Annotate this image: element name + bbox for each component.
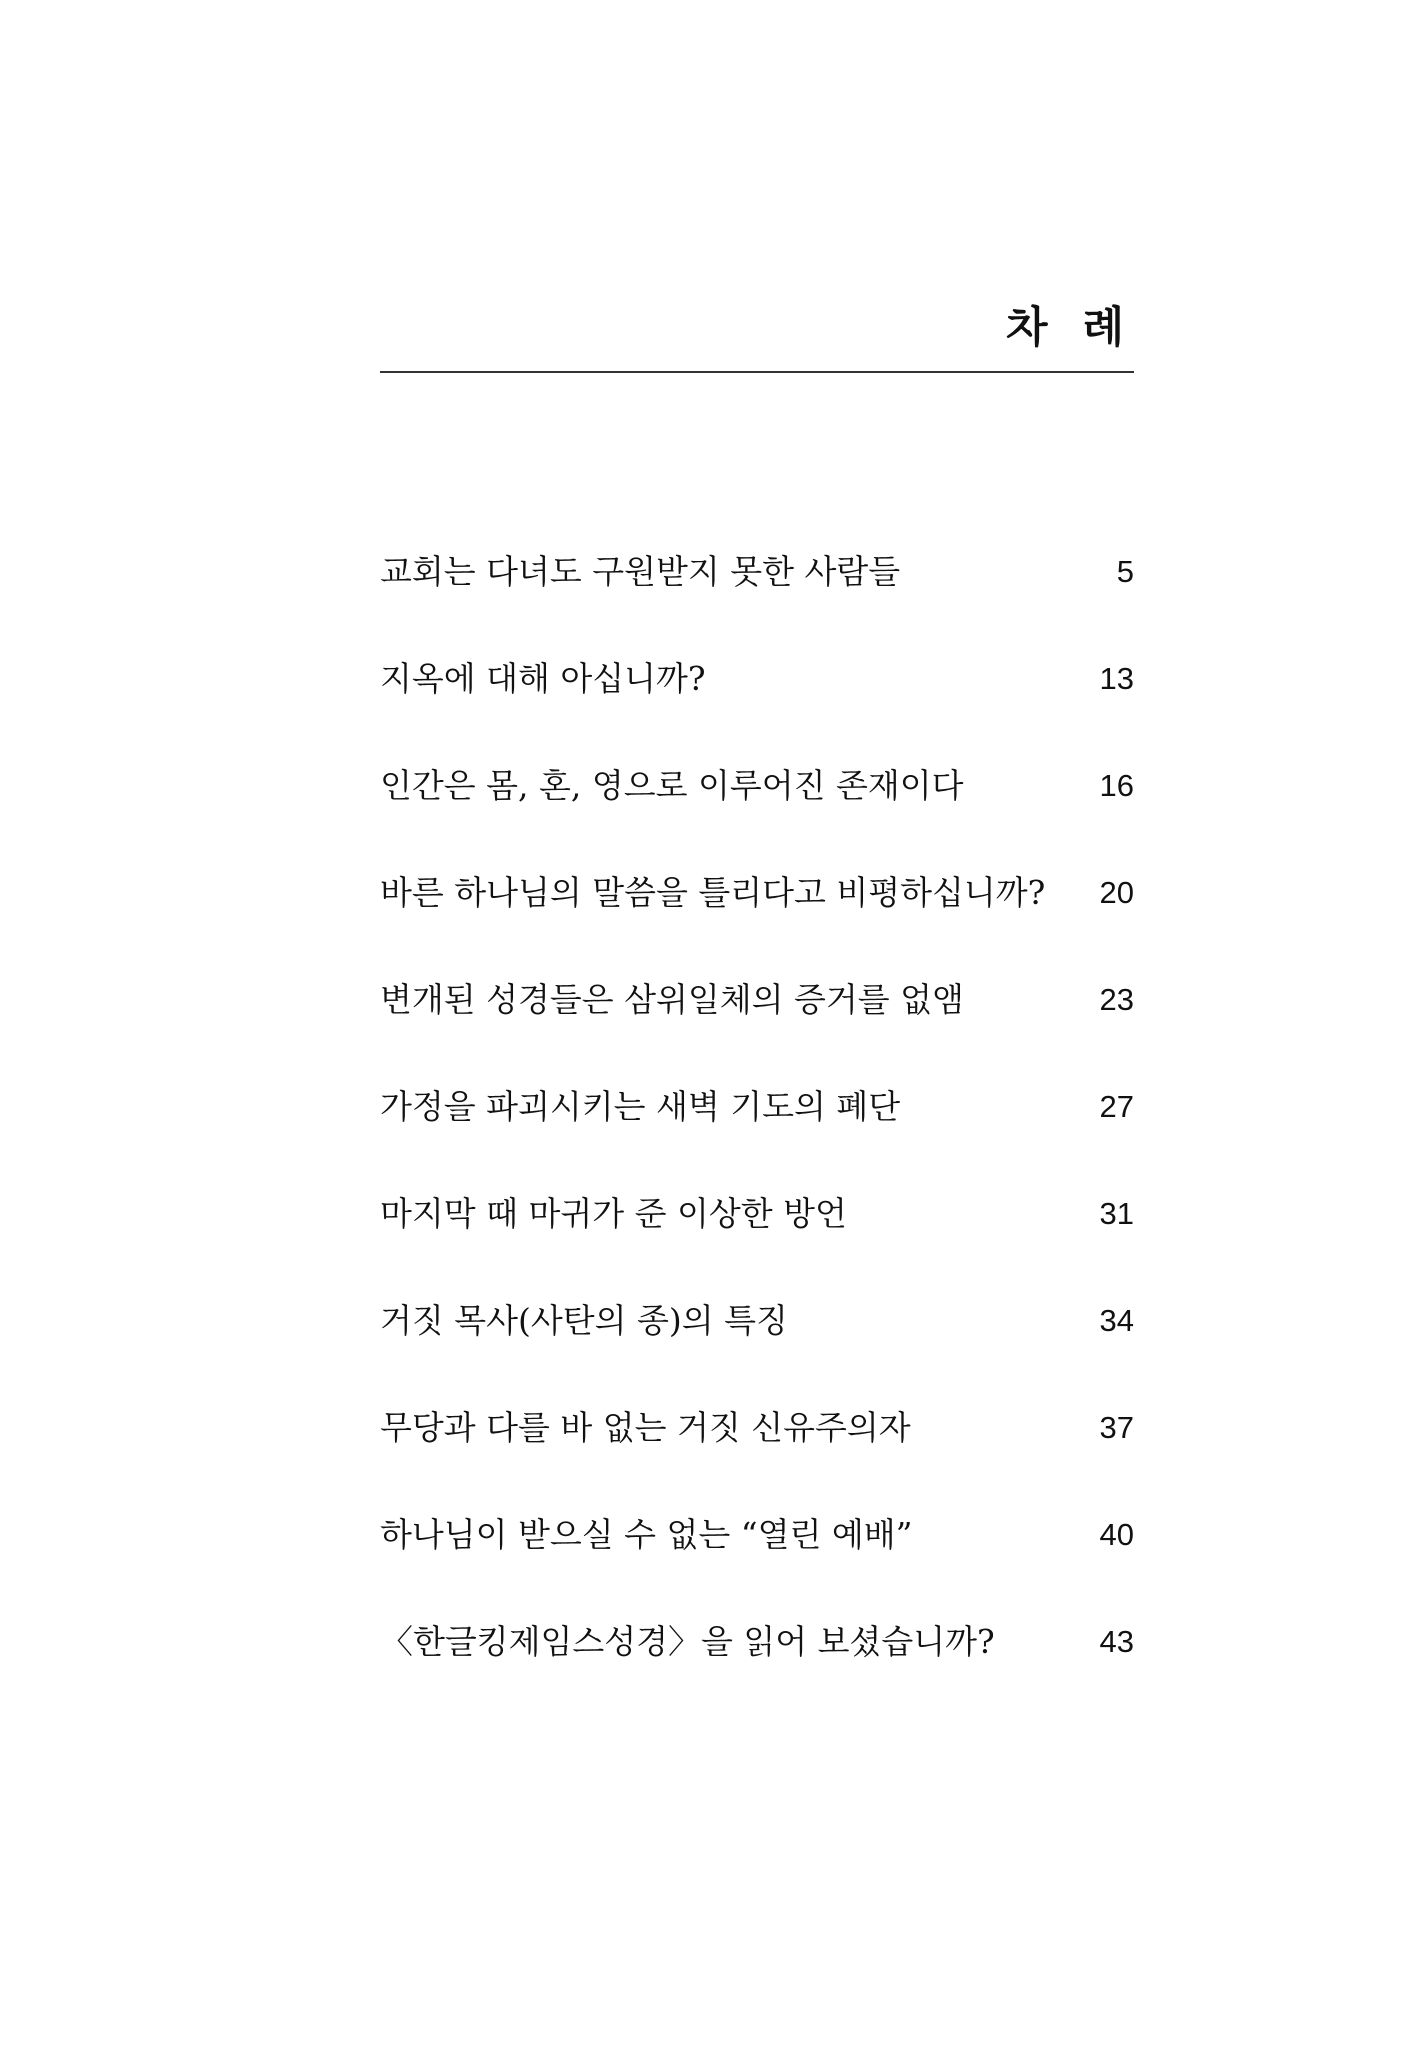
heading-rule: [380, 371, 1134, 373]
entry-title: 무당과 다를 바 없는 거짓 신유주의자: [380, 1408, 911, 1447]
toc-list: [380, 544, 1134, 1721]
toc-entry[interactable]: [380, 544, 1134, 651]
entry-page-number: 16: [1099, 768, 1134, 803]
entry-title: 마지막 때 마귀가 준 이상한 방언: [380, 1194, 847, 1233]
toc-entry[interactable]: [380, 865, 1134, 972]
entry-page-number: 27: [1099, 1089, 1134, 1124]
toc-entry[interactable]: [380, 1400, 1134, 1507]
toc-entry[interactable]: [380, 1614, 1134, 1721]
entry-title: 〈한글킹제임스성경〉을 읽어 보셨습니까?: [380, 1622, 995, 1661]
toc-entry[interactable]: [380, 1079, 1134, 1186]
toc-entry[interactable]: [380, 1186, 1134, 1293]
entry-page-number: 13: [1099, 661, 1134, 696]
entry-title: 교회는 다녀도 구원받지 못한 사람들: [380, 552, 901, 591]
entry-page-number: 5: [1116, 554, 1134, 589]
entry-page-number: 31: [1099, 1196, 1134, 1231]
entry-page-number: 23: [1099, 982, 1134, 1017]
entry-title: 지옥에 대해 아십니까?: [380, 659, 706, 698]
entry-page-number: 20: [1099, 875, 1134, 910]
toc-entry[interactable]: [380, 651, 1134, 758]
entry-title: 인간은 몸, 혼, 영으로 이루어진 존재이다: [380, 766, 964, 805]
toc-entry[interactable]: [380, 1293, 1134, 1400]
entry-title: 거짓 목사(사탄의 종)의 특징: [380, 1301, 788, 1340]
toc-heading: 차 례: [1005, 303, 1134, 353]
toc-entry[interactable]: [380, 972, 1134, 1079]
toc-entry[interactable]: [380, 1507, 1134, 1614]
entry-title: 바른 하나님의 말씀을 틀리다고 비평하십니까?: [380, 873, 1046, 912]
entry-page-number: 37: [1099, 1410, 1134, 1445]
entry-page-number: 43: [1099, 1624, 1134, 1659]
entry-title: 변개된 성경들은 삼위일체의 증거를 없앰: [380, 980, 964, 1019]
toc-entry[interactable]: [380, 758, 1134, 865]
entry-page-number: 40: [1099, 1517, 1134, 1552]
entry-title: 하나님이 받으실 수 없는 “열린 예배”: [380, 1515, 913, 1554]
entry-page-number: 34: [1099, 1303, 1134, 1338]
entry-title: 가정을 파괴시키는 새벽 기도의 폐단: [380, 1087, 901, 1126]
